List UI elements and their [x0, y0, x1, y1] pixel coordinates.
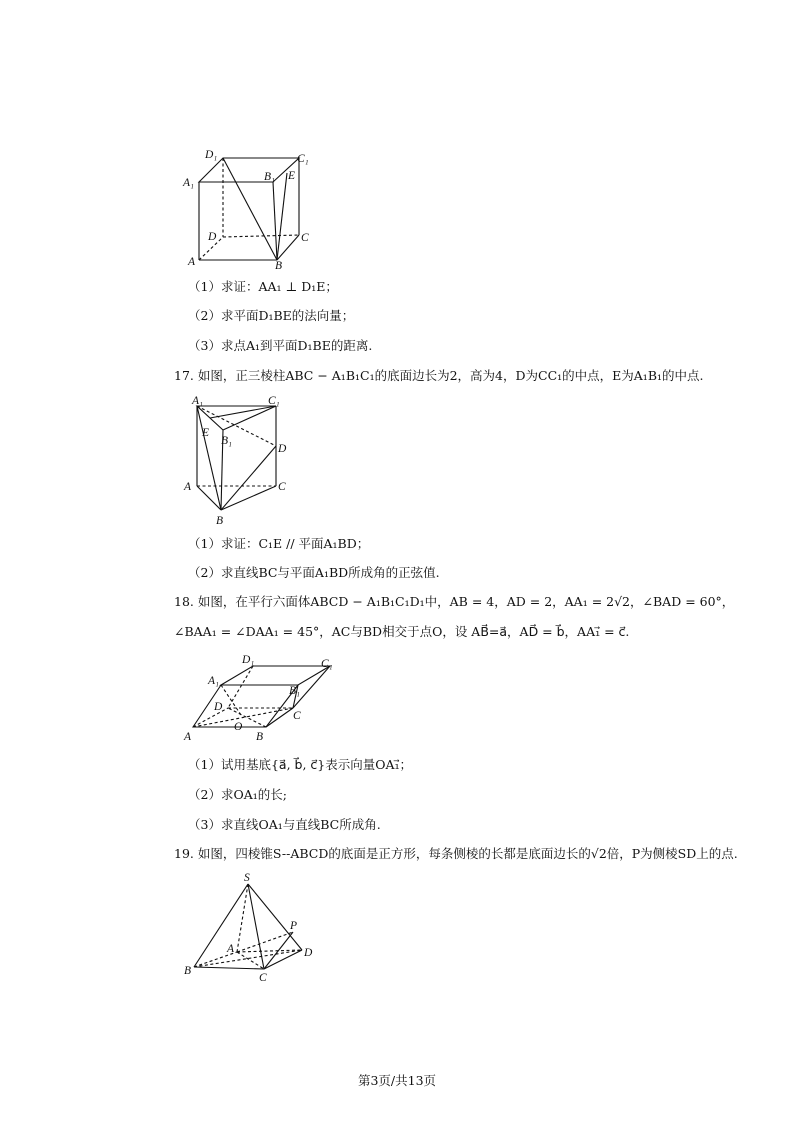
page-footer: 第3页/共13页: [357, 1073, 437, 1088]
label-D: D: [208, 231, 217, 243]
label-A: A: [184, 481, 192, 493]
label-A1: A₁: [183, 177, 195, 189]
q19-stem: 19. 如图，四棱锥S--ABCD的底面是正方形，每条侧棱的长都是底面边长的√2倍，P为侧棱SD上的点.: [174, 846, 738, 861]
label-D: D: [304, 947, 313, 959]
label-C: C: [278, 481, 286, 493]
q18-part2: （2）求OA₁的长;: [188, 787, 287, 802]
label-C1: C₁: [268, 395, 280, 407]
label-D1: D₁: [242, 654, 255, 666]
label-C1: C₁: [297, 153, 309, 165]
label-E: E: [202, 427, 210, 439]
q17-part1: （1）求证：C₁E // 平面A₁BD；: [188, 536, 370, 551]
label-B: B: [275, 260, 283, 272]
figure-16-cube: [180, 145, 320, 270]
q18-part3: （3）求直线OA₁与直线BC所成角.: [188, 817, 381, 832]
label-D: D: [278, 443, 287, 455]
label-B: B: [184, 965, 192, 977]
label-S: S: [244, 872, 250, 884]
figure-19-pyramid: [180, 870, 330, 985]
figure-18-parallelepiped: [180, 650, 360, 745]
label-P: P: [290, 920, 298, 932]
label-A1: A₁: [208, 675, 220, 687]
q16-part3: （3）求点A₁到平面D₁BE的距离.: [188, 338, 373, 353]
q17-part2: （2）求直线BC与平面A₁BD所成角的正弦值.: [188, 565, 440, 580]
q17-stem: 17. 如图，正三棱柱ABC − A₁B₁C₁的底面边长为2，高为4，D为CC₁的中点，E为A₁B₁的中点.: [174, 368, 704, 383]
q18-stem-line1: 18. 如图，在平行六面体ABCD − A₁B₁C₁D₁中，AB = 4，AD = 2，AA₁ = 2√2，∠BAD = 60°，: [174, 594, 735, 609]
label-B1: B₁: [289, 685, 301, 697]
label-B: B: [216, 515, 224, 527]
label-O: O: [234, 721, 243, 733]
q18-part1: （1）试用基底{a⃗, b⃗, c⃗}表示向量OA₁⃗；: [188, 757, 413, 772]
label-D: D: [214, 701, 223, 713]
label-C: C: [259, 972, 267, 984]
label-A: A: [184, 731, 192, 743]
q18-stem-line2: ∠BAA₁ = ∠DAA₁ = 45°，AC与BD相交于点O，设 AB⃗=a⃗，AD⃗ = b⃗，AA₁⃗ = c⃗.: [174, 624, 630, 639]
label-B1: B₁: [221, 435, 233, 447]
label-A: A: [188, 256, 196, 268]
label-A: A: [227, 943, 235, 955]
label-A1: A₁: [192, 395, 204, 407]
label-C: C: [293, 710, 301, 722]
q16-part2: （2）求平面D₁BE的法向量；: [188, 308, 355, 323]
q16-part1: （1）求证：AA₁ ⊥ D₁E；: [188, 279, 338, 294]
label-B1: B₁: [264, 171, 276, 183]
label-E: E: [288, 170, 296, 182]
label-B: B: [256, 731, 264, 743]
label-D1: D₁: [205, 149, 218, 161]
label-C: C: [301, 232, 309, 244]
figure-17-prism: [180, 392, 300, 532]
label-C1: C₁: [321, 658, 333, 670]
